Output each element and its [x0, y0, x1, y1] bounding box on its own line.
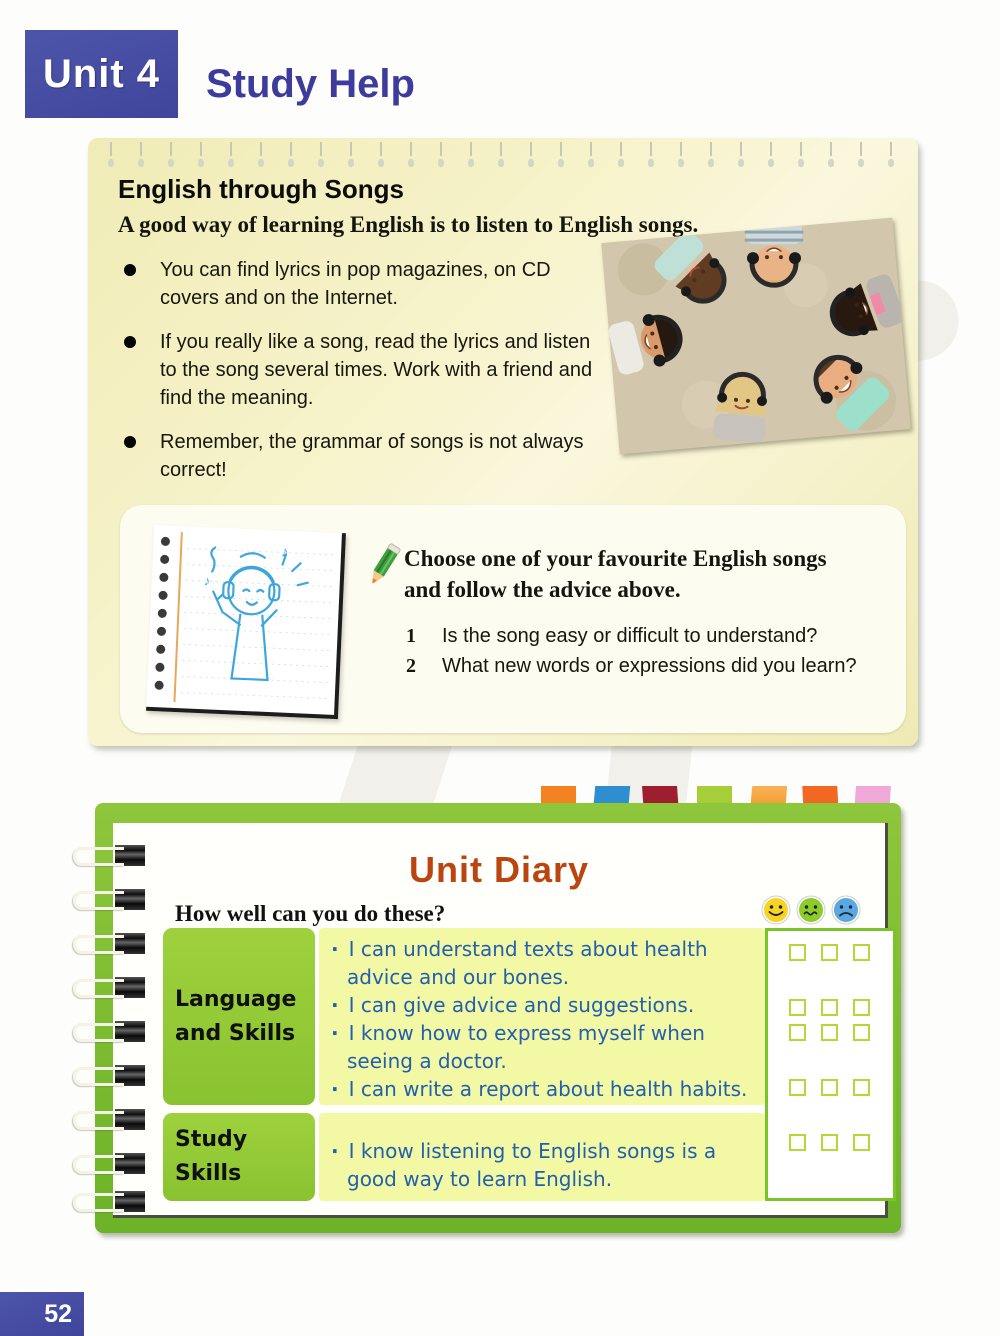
- unit-number-label: Unit 4: [42, 51, 161, 96]
- rating-checkbox[interactable]: [853, 1079, 870, 1096]
- task-card: [120, 505, 906, 733]
- rating-checkbox[interactable]: [853, 1134, 870, 1151]
- list-item: [118, 256, 600, 312]
- torn-paper-edge: [96, 142, 910, 172]
- task-instruction: Choose one of your favourite English songs and follow the advice above.: [404, 546, 827, 602]
- list-item: [118, 428, 600, 484]
- can-do-statement: · I know how to express myself when seeing a doctor.: [331, 1019, 761, 1075]
- pencil-icon: [366, 541, 402, 589]
- row-label-language-and-skills: [163, 928, 315, 1105]
- spiral-ring-icon: [115, 889, 145, 910]
- bullet-icon: [124, 264, 136, 276]
- uneasy-face-icon: [796, 895, 826, 925]
- rating-checkbox[interactable]: [821, 944, 838, 961]
- rating-checkbox[interactable]: [789, 1134, 806, 1151]
- unit-diary-notebook: [95, 803, 901, 1233]
- spiral-ring-icon: [115, 1109, 145, 1130]
- music-note-glyph: ♪: [280, 543, 289, 561]
- rating-checkbox-panel: [765, 928, 896, 1201]
- rating-checkbox[interactable]: [821, 1134, 838, 1151]
- spiral-ring-icon: [115, 977, 145, 998]
- page-number-badge: [0, 1292, 84, 1336]
- list-item-text: If you really like a song, read the lyrics and listen to the song several times. Work with a friend and find the meaning.: [160, 331, 593, 409]
- rating-checkbox[interactable]: [853, 1024, 870, 1041]
- can-do-statement: · I can write a report about health habits.: [331, 1075, 761, 1103]
- rating-checkbox[interactable]: [789, 1079, 806, 1096]
- question-row: [406, 651, 886, 681]
- row-items-language-and-skills: [319, 928, 765, 1105]
- spiral-ring-icon: [115, 1153, 145, 1174]
- rating-checkbox[interactable]: [789, 944, 806, 961]
- diary-page: [113, 823, 888, 1218]
- rating-checkbox[interactable]: [789, 999, 806, 1016]
- spiral-ring-icon: [115, 1021, 145, 1042]
- spiral-ring-icon: [115, 933, 145, 954]
- row-label-study-skills: [163, 1113, 315, 1201]
- task-questions: [406, 621, 886, 681]
- english-through-songs-note: [88, 138, 918, 746]
- checkbox-group: [789, 1134, 870, 1151]
- checkbox-group: [789, 1079, 870, 1096]
- doodle-drawing: [146, 525, 342, 715]
- rating-checkbox[interactable]: [821, 999, 838, 1016]
- can-do-statement: · I know listening to English songs is a good way to learn English.: [331, 1137, 761, 1193]
- rating-checkbox[interactable]: [853, 944, 870, 961]
- checkbox-group: [789, 999, 870, 1016]
- row-label-text: Study Skills: [175, 1127, 248, 1186]
- question-number: 2: [406, 655, 416, 677]
- list-item-text: You can find lyrics in pop magazines, on CD covers and on the Internet.: [160, 259, 551, 309]
- diary-title: Unit Diary: [408, 849, 590, 890]
- teens-headphones-photo: [601, 218, 910, 455]
- question-row: [406, 621, 886, 651]
- list-item: [118, 328, 600, 412]
- rating-checkbox[interactable]: [789, 1024, 806, 1041]
- music-note-glyph: ♪: [203, 573, 211, 589]
- checkbox-group: [789, 944, 870, 961]
- row-items-study-skills: [319, 1113, 765, 1201]
- spiral-ring-icon: [115, 1065, 145, 1086]
- page-title: Study Help: [206, 62, 415, 106]
- question-text: What new words or expressions did you learn?: [442, 655, 857, 677]
- rating-checkbox[interactable]: [853, 999, 870, 1016]
- bullet-icon: [124, 436, 136, 448]
- diary-prompt: How well can you do these?: [175, 901, 446, 926]
- list-item-text: Remember, the grammar of songs is not always correct!: [160, 431, 584, 481]
- can-do-statement: · I can understand texts about health advice and our bones.: [331, 935, 761, 991]
- sad-face-icon: [831, 895, 861, 925]
- can-do-statement: · I can give advice and suggestions.: [331, 991, 761, 1019]
- kid-listening-music-doodle: [146, 525, 346, 719]
- spiral-ring-icon: [115, 1191, 145, 1212]
- question-number: 1: [406, 625, 416, 647]
- spiral-ring-icon: [115, 845, 145, 866]
- advice-list: [118, 256, 600, 500]
- unit-number-badge: [25, 30, 178, 118]
- page-number: 52: [44, 1299, 72, 1328]
- rating-emojis: [761, 895, 861, 925]
- rating-checkbox[interactable]: [821, 1024, 838, 1041]
- photo-illustration: [601, 218, 910, 455]
- note-heading: English through Songs: [118, 174, 404, 204]
- row-label-text: Language and Skills: [175, 986, 297, 1046]
- rating-checkbox[interactable]: [821, 1079, 838, 1096]
- question-text: Is the song easy or difficult to understand?: [442, 625, 818, 647]
- checkbox-group: [789, 1024, 870, 1041]
- happy-face-icon: [761, 895, 791, 925]
- bullet-icon: [124, 336, 136, 348]
- note-intro: A good way of learning English is to listen to English songs.: [118, 212, 699, 237]
